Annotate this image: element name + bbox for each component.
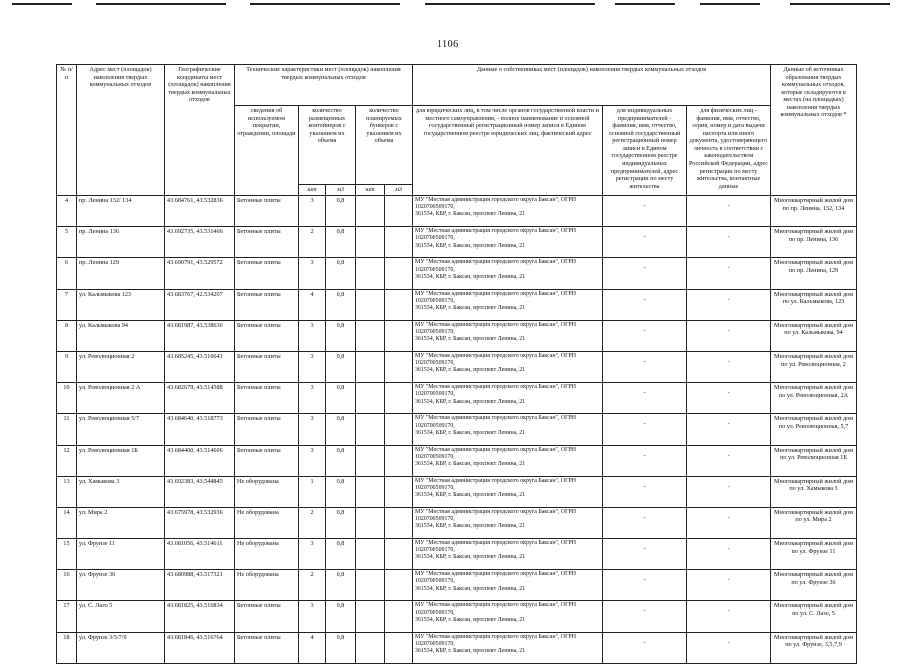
header-tech: Технические характеристики мест (площадок) накопления твердых коммунальных отходов (235, 65, 413, 106)
row-coordinates: 43.675978, 43.532936 (165, 507, 235, 538)
row-number: 7 (57, 289, 77, 320)
row-address: ул. Революционная 2 (77, 351, 165, 382)
row-waste-source: Многоквартирный жилой дом по ул. Кальмыкова, 123 (771, 289, 857, 320)
row-waste-source: Многоквартирный жилой дом по ул. Хамыкова 3 (771, 476, 857, 507)
row-address: пр. Ленина 129 (77, 258, 165, 289)
row-address: ул. Революционная 1Б (77, 445, 165, 476)
row-coordinates: 43.682679, 43.514588 (165, 383, 235, 414)
table-row (57, 320, 857, 351)
table-row (57, 570, 857, 601)
row-ip-owner: - (603, 445, 687, 476)
owner-address: 361534, КБР, г. Баксан, проспект Ленина, 21 (415, 648, 526, 655)
row-waste-source: Многоквартирный жилой дом по ул. Революционная, 2А (771, 383, 857, 414)
owner-address: 361534, КБР, г. Баксан, проспект Ленина, 21 (415, 554, 526, 561)
table-row (57, 383, 857, 414)
row-legal-owner (413, 601, 603, 632)
row-number: 6 (57, 258, 77, 289)
row-fl-owner: - (687, 507, 771, 538)
owner-name: МУ "Местная администрация городского округа Баксан", ОГРН 1020700509170, (415, 352, 577, 367)
row-surface: Бетонные плиты (235, 320, 299, 351)
row-ip-owner: - (603, 632, 687, 663)
row-ip-owner: - (603, 476, 687, 507)
row-bunker-count (356, 414, 385, 445)
row-surface: Бетонные плиты (235, 445, 299, 476)
top-rule (0, 3, 905, 7)
row-coordinates: 43.680988, 43.517321 (165, 570, 235, 601)
row-fl-owner: - (687, 289, 771, 320)
header-containers: количество размещенных контейнеров с указанием их объема (299, 106, 356, 185)
owner-name: МУ "Местная администрация городского округа Баксан", ОГРН 1020700509170, (415, 259, 577, 273)
owner-name: МУ "Местная администрация городского округа Баксан", ОГРН 1020700509170, (415, 228, 577, 242)
row-fl-owner: - (687, 258, 771, 289)
table-row (57, 445, 857, 476)
row-legal-owner (413, 632, 603, 663)
row-surface: Не оборудована (235, 539, 299, 570)
row-bunker-count (356, 383, 385, 414)
row-waste-source: Многоквартирный жилой дом по пр. Ленина, 129 (771, 258, 857, 289)
row-container-volume: 0,8 (326, 445, 356, 476)
row-surface: Бетонные плиты (235, 414, 299, 445)
row-waste-source: Многоквартирный жилой дом по ул. Фрунзе 11 (771, 539, 857, 570)
row-number: 17 (57, 601, 77, 632)
row-fl-owner: - (687, 196, 771, 227)
row-container-count: 2 (299, 570, 326, 601)
row-ip-owner: - (603, 351, 687, 382)
row-surface: Бетонные плиты (235, 258, 299, 289)
owner-address: 361534, КБР, г. Баксан, проспект Ленина, 21 (415, 398, 526, 405)
row-ip-owner: - (603, 196, 687, 227)
row-number: 18 (57, 632, 77, 663)
row-bunker-volume (385, 507, 413, 538)
table-row (57, 632, 857, 663)
owner-address: 361534, КБР, г. Баксан, проспект Ленина, 21 (415, 616, 526, 623)
row-surface: Не оборудована (235, 507, 299, 538)
row-legal-owner (413, 476, 603, 507)
row-ip-owner: - (603, 414, 687, 445)
row-address: ул. Мира 2 (77, 507, 165, 538)
row-address: пр. Ленина 132/ 134 (77, 196, 165, 227)
row-fl-owner: - (687, 351, 771, 382)
row-legal-owner (413, 507, 603, 538)
row-container-count: 4 (299, 289, 326, 320)
row-legal-owner (413, 196, 603, 227)
row-number: 8 (57, 320, 77, 351)
row-legal-owner (413, 258, 603, 289)
row-coordinates: 43.681987, 43.538636 (165, 320, 235, 351)
row-ip-owner: - (603, 507, 687, 538)
owner-name: МУ "Местная администрация городского округа Баксан", ОГРН 1020700509170, (415, 415, 577, 429)
unit-bunkers-m3: м3 (385, 185, 413, 196)
row-coordinates: 43.683767, 42.534207 (165, 289, 235, 320)
row-surface: Бетонные плиты (235, 196, 299, 227)
row-waste-source: Многоквартирный жилой дом по ул. Революционная 1Б (771, 445, 857, 476)
row-address: ул. Хамыкова 3 (77, 476, 165, 507)
row-legal-owner (413, 383, 603, 414)
owner-name: МУ "Местная администрация городского округа Баксан", ОГРН 1020700509170, (415, 602, 577, 616)
row-address: пр. Ленина 136 (77, 227, 165, 258)
row-number: 11 (57, 414, 77, 445)
row-address: ул. Кальмыкова 123 (77, 289, 165, 320)
row-number: 4 (57, 196, 77, 227)
owner-address: 361534, КБР, г. Баксан, проспект Ленина, 21 (415, 211, 526, 218)
row-waste-source: Многоквартирный жилой дом по ул. Мира 2 (771, 507, 857, 538)
row-number: 14 (57, 507, 77, 538)
owner-name: МУ "Местная администрация городского округа Баксан", ОГРН 1020700509170, (415, 633, 577, 647)
row-ip-owner: - (603, 258, 687, 289)
row-ip-owner: - (603, 601, 687, 632)
row-number: 13 (57, 476, 77, 507)
owner-address: 361534, КБР, г. Баксан, проспект Ленина, 21 (415, 336, 526, 343)
row-container-count: 3 (299, 196, 326, 227)
row-number: 15 (57, 539, 77, 570)
row-fl-owner: - (687, 570, 771, 601)
header-fl: для физических лиц - фамилия, имя, отчество, серия, номер и дата выдачи паспорта или иного документа, удостоверяющего личность в соответствии с законодательством Российской Федерации, адрес регистрации по месту жительства, контактные данные (687, 106, 771, 196)
row-fl-owner: - (687, 539, 771, 570)
row-container-volume: 0,8 (326, 601, 356, 632)
row-coordinates: 43.684400, 43.514606 (165, 445, 235, 476)
row-bunker-volume (385, 289, 413, 320)
header-num: № п/п (57, 65, 77, 196)
row-waste-source: Многоквартирный жилой дом по ул. Революционная, 5,7 (771, 414, 857, 445)
row-surface: Не оборудована (235, 570, 299, 601)
row-coordinates: 43.685245, 43.516641 (165, 351, 235, 382)
row-fl-owner: - (687, 414, 771, 445)
unit-bunkers-pcs: шт (356, 185, 385, 196)
row-surface: Бетонные плиты (235, 227, 299, 258)
table-row (57, 196, 857, 227)
row-bunker-volume (385, 227, 413, 258)
row-container-count: 2 (299, 227, 326, 258)
header-sources: Данные об источниках образования твердых коммунальных отходов, которые складируются в местах (на площадках) накопления твердых коммунальных отходов * (771, 65, 857, 196)
table-row (57, 476, 857, 507)
row-coordinates: 43.681825, 43.516834 (165, 601, 235, 632)
row-waste-source: Многоквартирный жилой дом по ул. С. Лазо, 5 (771, 601, 857, 632)
owner-address: 361534, КБР, г. Баксан, проспект Ленина, 21 (415, 492, 526, 499)
row-container-count: 2 (299, 507, 326, 538)
row-container-volume: 0,8 (326, 632, 356, 663)
row-ip-owner: - (603, 570, 687, 601)
register-rows (57, 196, 857, 664)
row-bunker-count (356, 539, 385, 570)
row-ip-owner: - (603, 289, 687, 320)
owner-address: 361534, КБР, г. Баксан, проспект Ленина, 21 (415, 304, 526, 311)
header-address: Адрес мест (площадок) накопления твердых коммунальных отходов (77, 65, 165, 196)
row-number: 9 (57, 351, 77, 382)
row-waste-source: Многоквартирный жилой дом по пр. Ленина, 136 (771, 227, 857, 258)
row-waste-source: Многоквартирный жилой дом по ул. Кальмыкова, 94 (771, 320, 857, 351)
row-bunker-count (356, 570, 385, 601)
row-address: ул. Фрунзе 11 (77, 539, 165, 570)
row-bunker-count (356, 258, 385, 289)
row-address: ул. Фрунзе 36 (77, 570, 165, 601)
owner-address: 361534, КБР, г. Баксан, проспект Ленина, 21 (415, 585, 526, 592)
row-number: 10 (57, 383, 77, 414)
owner-name: МУ "Местная администрация городского округа Баксан", ОГРН 1020700509170, (415, 384, 577, 398)
row-waste-source: Многоквартирный жилой дом по ул. Фрунзе, 3,5,7,9 (771, 632, 857, 663)
row-ip-owner: - (603, 539, 687, 570)
row-container-volume: 0,8 (326, 539, 356, 570)
table-row (57, 351, 857, 382)
page-number: 1106 (437, 39, 459, 50)
row-bunker-count (356, 632, 385, 663)
row-fl-owner: - (687, 632, 771, 663)
row-waste-source: Многоквартирный жилой дом по пр. Ленина, 132, 134 (771, 196, 857, 227)
header-ip: для индивидуальных предпринимателей - фамилия, имя, отчество, основной государственный регистрационный номер записи в Едином государственном реестре индивидуальных предпринимателей, адрес регистрации по месту жительства (603, 106, 687, 196)
row-legal-owner (413, 445, 603, 476)
row-container-count: 3 (299, 258, 326, 289)
owner-name: МУ "Местная администрация городского округа Баксан", ОГРН 1020700509170, (415, 446, 577, 460)
row-bunker-count (356, 476, 385, 507)
row-fl-owner: - (687, 601, 771, 632)
row-coordinates: 43.684761, 43.532836 (165, 196, 235, 227)
header-owners: Данные о собственниках мест (площадок) накопления твердых коммунальных отходов (413, 65, 771, 106)
row-container-count: 3 (299, 414, 326, 445)
row-container-volume: 0,8 (326, 289, 356, 320)
row-coordinates: 43.684640, 43.518773 (165, 414, 235, 445)
row-address: ул. Революционная 2 А (77, 383, 165, 414)
row-bunker-volume (385, 196, 413, 227)
row-container-count: 3 (299, 383, 326, 414)
row-ip-owner: - (603, 320, 687, 351)
owner-name: МУ "Местная администрация городского округа Баксан", ОГРН 1020700509170, (415, 477, 577, 491)
row-container-count: 3 (299, 445, 326, 476)
row-bunker-count (356, 351, 385, 382)
owner-name: МУ "Местная администрация городского округа Баксан", ОГРН 1020700509170, (415, 197, 577, 211)
row-bunker-count (356, 196, 385, 227)
row-legal-owner (413, 289, 603, 320)
table-row (57, 258, 857, 289)
row-address: ул. Фрунзе 3/5/7/9 (77, 632, 165, 663)
row-bunker-volume (385, 351, 413, 382)
row-bunker-volume (385, 601, 413, 632)
row-bunker-volume (385, 414, 413, 445)
row-bunker-volume (385, 258, 413, 289)
row-surface: Бетонные плиты (235, 601, 299, 632)
row-coordinates: 43.681846, 43.516764 (165, 632, 235, 663)
row-container-volume: 0,8 (326, 320, 356, 351)
row-fl-owner: - (687, 320, 771, 351)
row-bunker-volume (385, 539, 413, 570)
row-number: 5 (57, 227, 77, 258)
owner-name: МУ "Местная администрация городского округа Баксан", ОГРН 1020700509170, (415, 321, 577, 335)
row-fl-owner: - (687, 445, 771, 476)
row-container-volume: 0,8 (326, 383, 356, 414)
row-coordinates: 43.681056, 43.514611 (165, 539, 235, 570)
row-fl-owner: - (687, 476, 771, 507)
row-bunker-volume (385, 320, 413, 351)
row-number: 12 (57, 445, 77, 476)
header-row-top (57, 65, 857, 106)
unit-containers-m3: м3 (326, 185, 356, 196)
row-container-volume: 0,8 (326, 258, 356, 289)
row-bunker-volume (385, 570, 413, 601)
header-surface: сведения об используемом покрытии, ограждении, площади (235, 106, 299, 196)
row-bunker-count (356, 445, 385, 476)
row-container-volume: 0,8 (326, 196, 356, 227)
header-coords: Географические координаты мест (площадок) накопления твердых коммунальных отходов (165, 65, 235, 196)
row-surface: Бетонные плиты (235, 632, 299, 663)
row-waste-source: Многоквартирный жилой дом по ул. Революционная, 2 (771, 351, 857, 382)
row-legal-owner (413, 539, 603, 570)
row-coordinates: 43.692735, 43.531466 (165, 227, 235, 258)
row-address: ул. Революционная 5/7 (77, 414, 165, 445)
owner-name: МУ "Местная администрация городского округа Баксан", ОГРН 1020700509170, (415, 290, 577, 304)
table-row (57, 539, 857, 570)
row-address: ул. Кальмыкова 94 (77, 320, 165, 351)
row-container-count: 4 (299, 632, 326, 663)
row-container-count: 3 (299, 601, 326, 632)
row-container-volume: 0,8 (326, 351, 356, 382)
row-bunker-count (356, 227, 385, 258)
owner-name: МУ "Местная администрация городского округа Баксан", ОГРН 1020700509170, (415, 508, 577, 523)
table-row (57, 227, 857, 258)
row-number: 16 (57, 570, 77, 601)
table-row (57, 507, 857, 538)
row-bunker-volume (385, 476, 413, 507)
row-bunker-volume (385, 445, 413, 476)
row-fl-owner: - (687, 227, 771, 258)
owner-address: 361534, КБР, г. Баксан, проспект Ленина, 21 (415, 242, 526, 249)
row-surface: Не оборудована (235, 476, 299, 507)
row-address: ул. С. Лазо 5 (77, 601, 165, 632)
row-bunker-volume (385, 383, 413, 414)
owner-name: МУ "Местная администрация городского округа Баксан", ОГРН 1020700509170, (415, 540, 577, 554)
row-waste-source: Многоквартирный жилой дом по ул. Фрунзе 36 (771, 570, 857, 601)
owner-name: МУ "Местная администрация городского округа Баксан", ОГРН 1020700509170, (415, 571, 577, 585)
row-ip-owner: - (603, 227, 687, 258)
header-bunkers: количество планируемых бункеров с указанием их объема (356, 106, 413, 185)
row-coordinates: 43.690791, 43.529572 (165, 258, 235, 289)
table-row (57, 414, 857, 445)
row-ip-owner: - (603, 383, 687, 414)
row-surface: Бетонные плиты (235, 289, 299, 320)
row-container-count: 3 (299, 539, 326, 570)
row-legal-owner (413, 320, 603, 351)
row-surface: Бетонные плиты (235, 351, 299, 382)
row-surface: Бетонные плиты (235, 383, 299, 414)
table-row (57, 289, 857, 320)
row-coordinates: 43.692383, 43.544845 (165, 476, 235, 507)
row-bunker-count (356, 601, 385, 632)
waste-sites-register-table (56, 64, 857, 664)
row-container-count: 1 (299, 476, 326, 507)
row-legal-owner (413, 227, 603, 258)
owner-address: 361534, КБР, г. Баксан, проспект Ленина, 21 (415, 523, 526, 530)
row-fl-owner: - (687, 383, 771, 414)
row-container-count: 3 (299, 351, 326, 382)
row-bunker-volume (385, 632, 413, 663)
row-bunker-count (356, 507, 385, 538)
row-container-volume: 0,8 (326, 570, 356, 601)
row-legal-owner (413, 351, 603, 382)
row-legal-owner (413, 570, 603, 601)
row-container-volume: 0,8 (326, 227, 356, 258)
owner-address: 361534, КБР, г. Баксан, проспект Ленина, 21 (415, 460, 526, 467)
owner-address: 361534, КБР, г. Баксан, проспект Ленина, 21 (415, 367, 526, 374)
row-bunker-count (356, 289, 385, 320)
row-container-volume: 0,8 (326, 414, 356, 445)
row-legal-owner (413, 414, 603, 445)
row-bunker-count (356, 320, 385, 351)
row-container-count: 3 (299, 320, 326, 351)
unit-containers-pcs: шт (299, 185, 326, 196)
row-container-volume: 0,8 (326, 507, 356, 538)
owner-address: 361534, КБР, г. Баксан, проспект Ленина, 21 (415, 429, 526, 436)
header-legal: для юридических лиц, в том числе органов государственной власти и местного самоуправления, - полное наименование и основной государственный регистрационный номер записи в Едином государственном реестре юридических лиц, фактический адрес (413, 106, 603, 196)
row-container-volume: 0,8 (326, 476, 356, 507)
owner-address: 361534, КБР, г. Баксан, проспект Ленина, 21 (415, 273, 526, 280)
table-row (57, 601, 857, 632)
